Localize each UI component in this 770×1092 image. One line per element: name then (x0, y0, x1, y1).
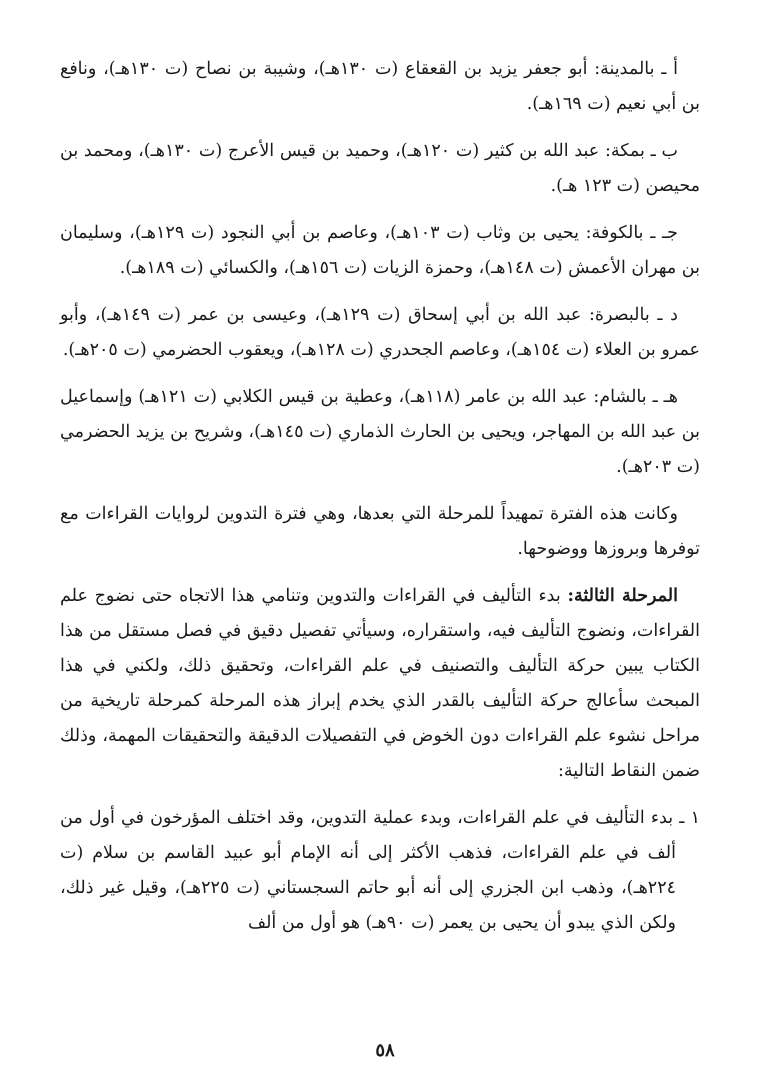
paragraph-madinah: أ ـ بالمدينة: أبو جعفر يزيد بن القعقاع (ت ١٣٠هـ)، وشيبة بن نصاح (ت ١٣٠هـ)، ونافع بن أبي نعيم (ت ١٦٩هـ). (60, 59, 700, 114)
paragraph-third-stage (60, 579, 700, 789)
paragraph-sham: هـ ـ بالشام: عبد الله بن عامر (١١٨هـ)، وعطية بن قيس الكلابي (ت ١٢١هـ) وإسماعيل بن عبد الله بن المهاجر، ويحيى بن الحارث الذماري (ت ١٤٥هـ)، وشريح بن يزيد الحضرمي (ت ٢٠٣هـ). (60, 387, 700, 477)
third-stage-heading: المرحلة الثالثة: (567, 586, 678, 606)
paragraph-period-summary: وكانت هذه الفترة تمهيداً للمرحلة التي بعدها، وهي فترة التدوين لروايات القراءات مع توفرها وبروزها ووضوحها. (60, 504, 700, 559)
paragraph-makkah: ب ـ بمكة: عبد الله بن كثير (ت ١٢٠هـ)، وحميد بن قيس الأعرج (ت ١٣٠هـ)، ومحمد بن محيصن (ت ١٢٣ هـ). (60, 141, 700, 196)
page-number: ٥٨ (375, 1040, 395, 1061)
paragraph-kufa: جـ ـ بالكوفة: يحيى بن وثاب (ت ١٠٣هـ)، وعاصم بن أبي النجود (ت ١٢٩هـ)، وسليمان بن مهران الأعمش (ت ١٤٨هـ)، وحمزة الزيات (ت ١٥٦هـ)، والكسائي (ت ١٨٩هـ). (60, 223, 700, 278)
page-body (60, 52, 700, 953)
paragraph-basra: د ـ بالبصرة: عبد الله بن أبي إسحاق (ت ١٢٩هـ)، وعيسى بن عمر (ت ١٤٩هـ)، وأبو عمرو بن العلاء (ت ١٥٤هـ)، وعاصم الجحدري (ت ١٢٨هـ)، ويعقوب الحضرمي (ت ٢٠٥هـ). (60, 305, 700, 360)
paragraph-point-1: ١ ـ بدء التأليف في علم القراءات، وبدء عملية التدوين، وقد اختلف المؤرخون في أول من ألف في علم القراءات، فذهب الأكثر إلى أنه الإمام أبو عبيد القاسم بن سلام (ت ٢٢٤هـ)، وذهب ابن الجزري إلى أنه أبو حاتم السجستاني (ت ٢٢٥هـ)، وقيل غير ذلك، ولكن الذي يبدو أن يحيى بن يعمر (ت ٩٠هـ) هو أول من ألف (60, 808, 700, 933)
third-stage-text: بدء التأليف في القراءات والتدوين وتنامي هذا الاتجاه حتى نضوج علم القراءات، ونضوج التأليف فيه، واستقراره، وسيأتي تفصيل دقيق في فصل مستقل من هذا الكتاب يبين حركة التأليف والتصنيف في علم القراءات، وتحقيق ذلك، ولكني في هذا المبحث سأعالج حركة التأليف بالقدر الذي يخدم إبراز هذه المرحلة كمرحلة تاريخية من مراحل نشوء علم القراءات دون الخوض في التفصيلات الدقيقة والتحقيقات المهمة، وذلك ضمن النقاط التالية: (60, 586, 700, 781)
